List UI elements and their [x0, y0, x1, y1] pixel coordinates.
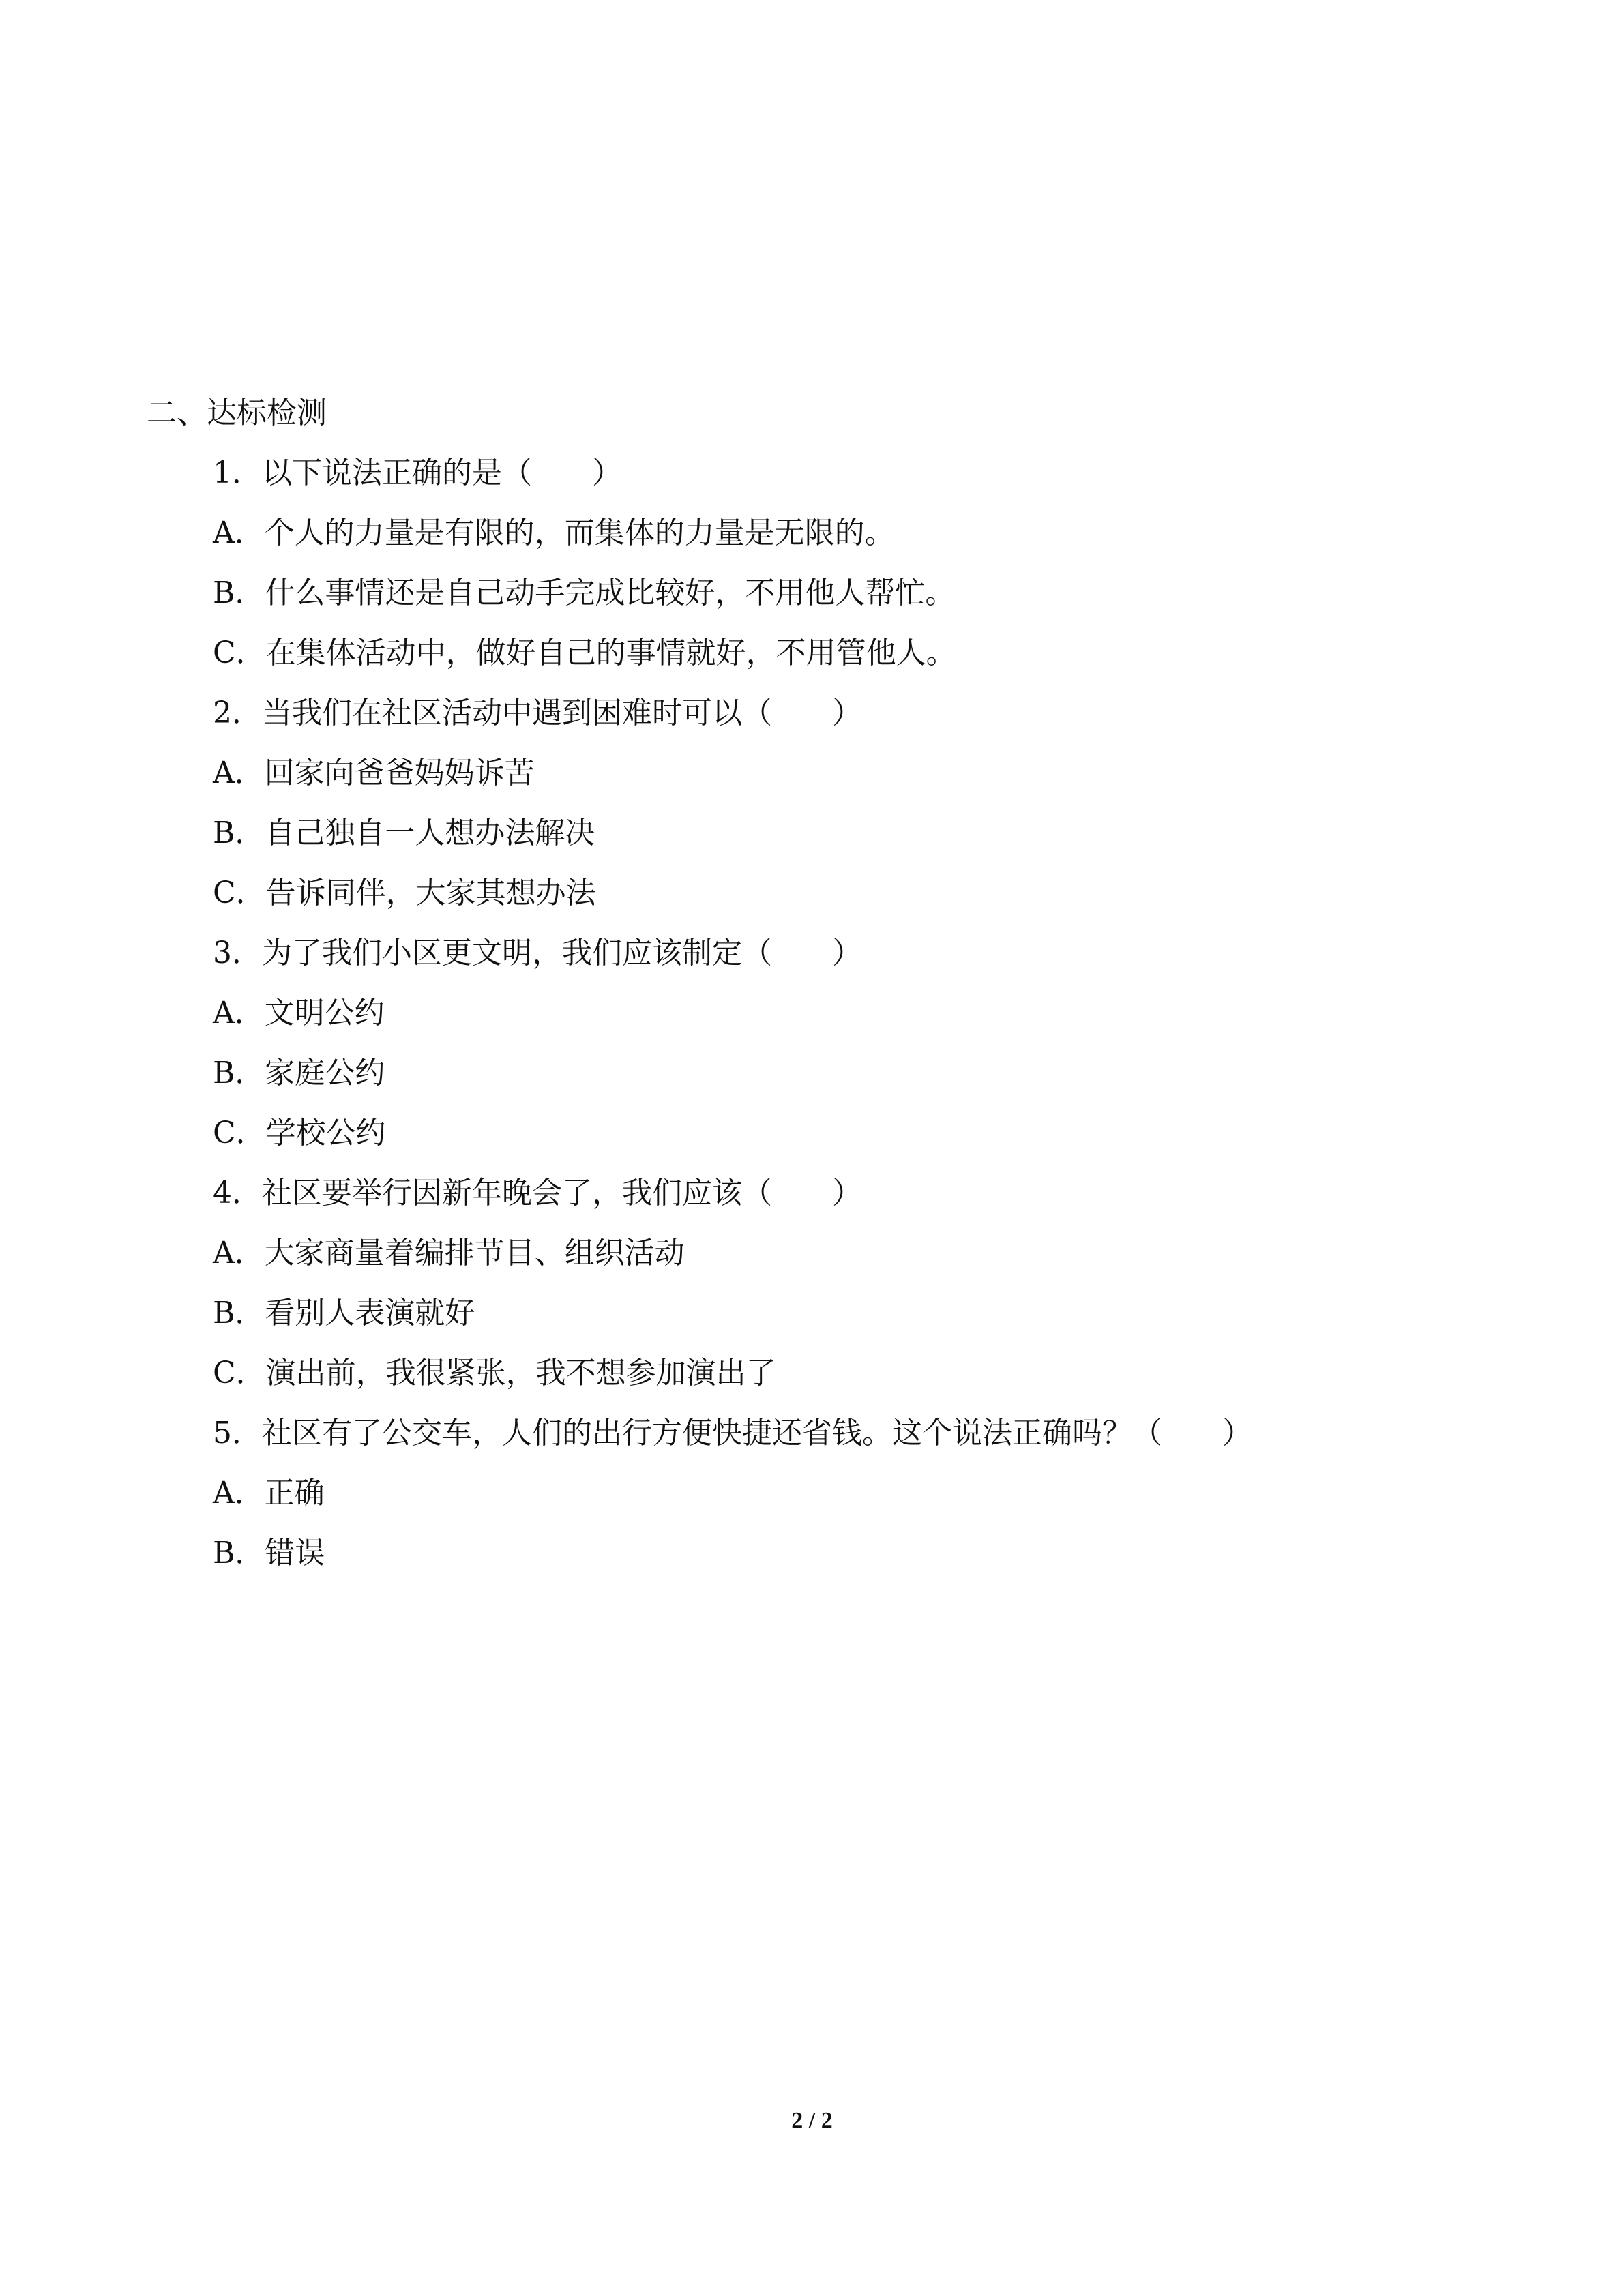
- question-stem: 3．为了我们小区更文明，我们应该制定（ ）: [213, 936, 862, 970]
- answer-option: B．自己独自一人想办法解决: [213, 816, 595, 850]
- question-stem: 5．社区有了公交车，人们的出行方便快捷还省钱。这个说法正确吗？（ ）: [213, 1416, 1252, 1450]
- question-stem: 4．社区要举行因新年晚会了，我们应该（ ）: [213, 1176, 862, 1210]
- answer-option: C．演出前，我很紧张，我不想参加演出了: [213, 1356, 776, 1390]
- question-stem: 2．当我们在社区活动中遇到困难时可以（ ）: [213, 696, 862, 730]
- answer-option: B．家庭公约: [213, 1056, 385, 1090]
- answer-option: A．文明公约: [213, 996, 385, 1030]
- question-stem: 1．以下说法正确的是（ ）: [213, 456, 622, 490]
- answer-option: B．什么事情还是自己动手完成比较好，不用他人帮忙。: [213, 576, 956, 610]
- answer-option: C．学校公约: [213, 1116, 386, 1150]
- answer-option: A．大家商量着编排节目、组织活动: [213, 1236, 685, 1270]
- question-list: [213, 453, 1509, 1593]
- section-title: 二、达标检测: [147, 396, 327, 430]
- page-number: 2 / 2: [791, 2108, 833, 2133]
- answer-option: C．在集体活动中，做好自己的事情就好，不用管他人。: [213, 636, 956, 670]
- answer-option: A．回家向爸爸妈妈诉苦: [213, 756, 535, 790]
- answer-option: A．正确: [213, 1476, 325, 1510]
- answer-option: B．错误: [213, 1536, 325, 1570]
- answer-option: B．看别人表演就好: [213, 1296, 475, 1330]
- answer-option: C．告诉同伴，大家其想办法: [213, 876, 596, 910]
- answer-option: A．个人的力量是有限的，而集体的力量是无限的。: [213, 516, 895, 550]
